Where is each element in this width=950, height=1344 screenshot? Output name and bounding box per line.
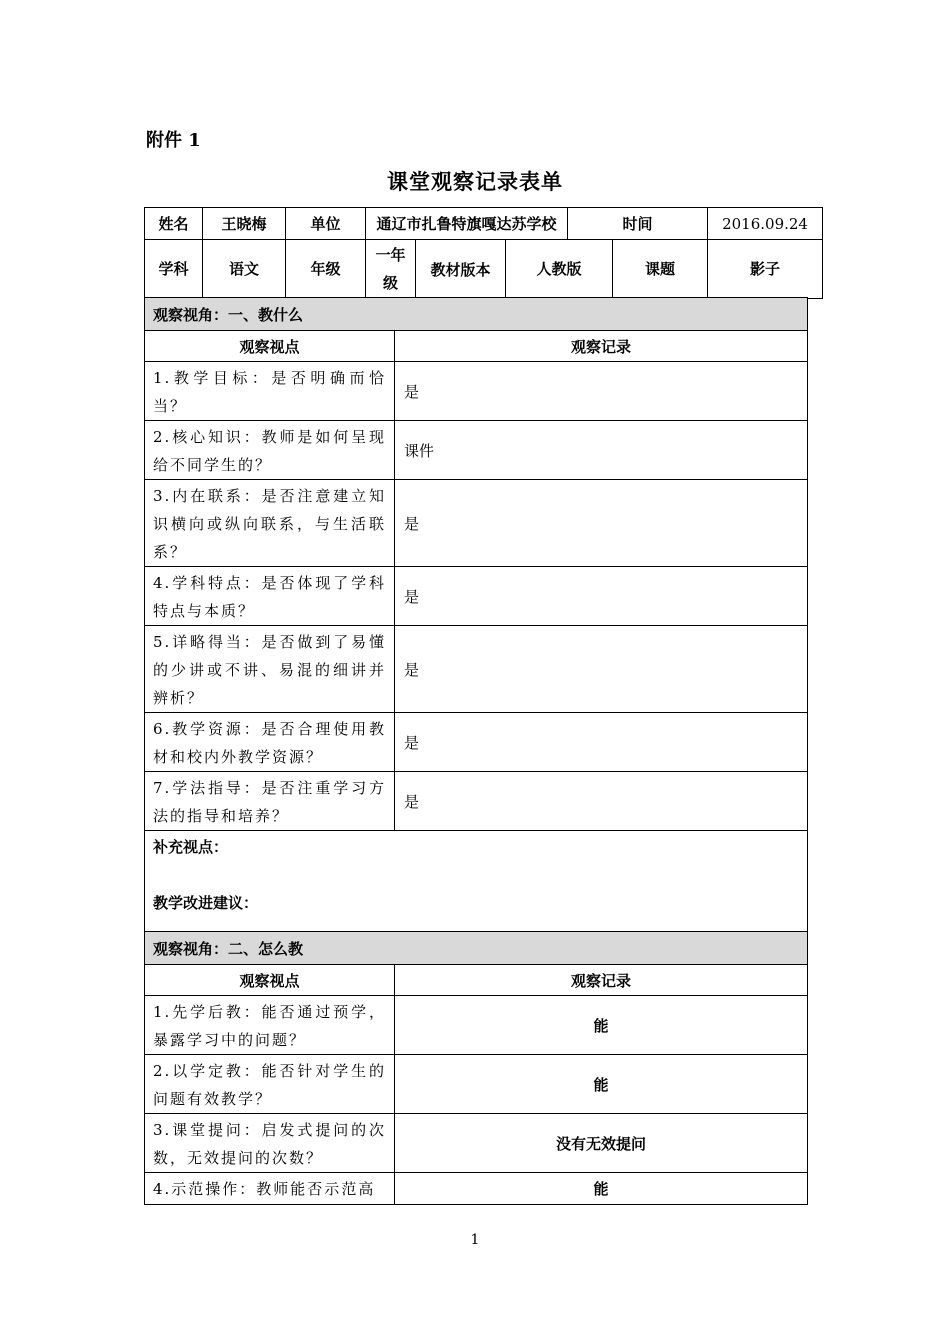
col-record-header: 观察记录 [395, 965, 808, 996]
time-label: 时间 [568, 208, 708, 240]
observation-record: 是 [395, 626, 808, 713]
edition-value: 人教版 [506, 240, 613, 299]
observation-point: 2.以学定教：能否针对学生的问题有效教学？ [145, 1055, 395, 1114]
info-table [144, 207, 823, 299]
observation-record: 能 [395, 996, 808, 1055]
suggestion-label: 教学改进建议： [153, 894, 259, 912]
observation-point: 7.学法指导：是否注重学习方法的指导和培养？ [145, 772, 395, 831]
grade-value: 一年级 [366, 240, 416, 298]
observation-record: 是 [395, 567, 808, 626]
supplement-cell [145, 831, 808, 943]
observation-point: 3.课堂提问：启发式提问的次数，无效提问的次数？ [145, 1114, 395, 1173]
observation-record: 是 [395, 362, 808, 421]
col-record-header: 观察记录 [395, 331, 808, 362]
observation-point: 6.教学资源：是否合理使用教材和校内外教学资源？ [145, 713, 395, 772]
observation-record: 是 [395, 480, 808, 567]
unit-label: 单位 [286, 208, 366, 240]
grade-edition-subtable [366, 240, 505, 298]
grade-edition-cell [366, 240, 506, 299]
observation-point: 4.示范操作：教师能否示范高 [145, 1173, 395, 1205]
observation-point: 4.学科特点：是否体现了学科特点与本质？ [145, 567, 395, 626]
grade-label: 年级 [286, 240, 366, 299]
observation-record: 课件 [395, 421, 808, 480]
form-title: 课堂观察记录表单 [387, 169, 563, 194]
edition-label: 教材版本 [416, 240, 506, 298]
observation-record: 是 [395, 772, 808, 831]
section2-heading: 观察视角：二、怎么教 [145, 932, 808, 965]
section2-table [144, 931, 808, 1205]
name-value: 王晓梅 [203, 208, 286, 240]
subject-label: 学科 [145, 240, 203, 299]
observation-record: 能 [395, 1173, 808, 1205]
name-label: 姓名 [145, 208, 203, 240]
unit-value: 通辽市扎鲁特旗嘎达苏学校 [366, 208, 568, 240]
subject-value: 语文 [203, 240, 286, 299]
observation-record: 是 [395, 713, 808, 772]
time-value: 2016.09.24 [708, 208, 823, 240]
observation-record: 没有无效提问 [395, 1114, 808, 1173]
section1-heading: 观察视角：一、教什么 [145, 298, 808, 331]
topic-value: 影子 [708, 240, 823, 299]
col-point-header: 观察视点 [145, 965, 395, 996]
observation-point: 5.详略得当：是否做到了易懂的少讲或不讲、易混的细讲并辨析？ [145, 626, 395, 713]
attachment-label: 附件 1 [146, 130, 201, 151]
observation-point: 2.核心知识：教师是如何呈现给不同学生的？ [145, 421, 395, 480]
section1-table [144, 297, 808, 943]
observation-point: 1.先学后教：能否通过预学，暴露学习中的问题？ [145, 996, 395, 1055]
col-point-header: 观察视点 [145, 331, 395, 362]
topic-label: 课题 [613, 240, 708, 299]
observation-point: 3.内在联系：是否注意建立知识横向或纵向联系，与生活联系？ [145, 480, 395, 567]
observation-point: 1.教学目标：是否明确而恰当？ [145, 362, 395, 421]
page-number: 1 [470, 1232, 480, 1248]
observation-record: 能 [395, 1055, 808, 1114]
supplement-label: 补充视点： [153, 838, 229, 856]
